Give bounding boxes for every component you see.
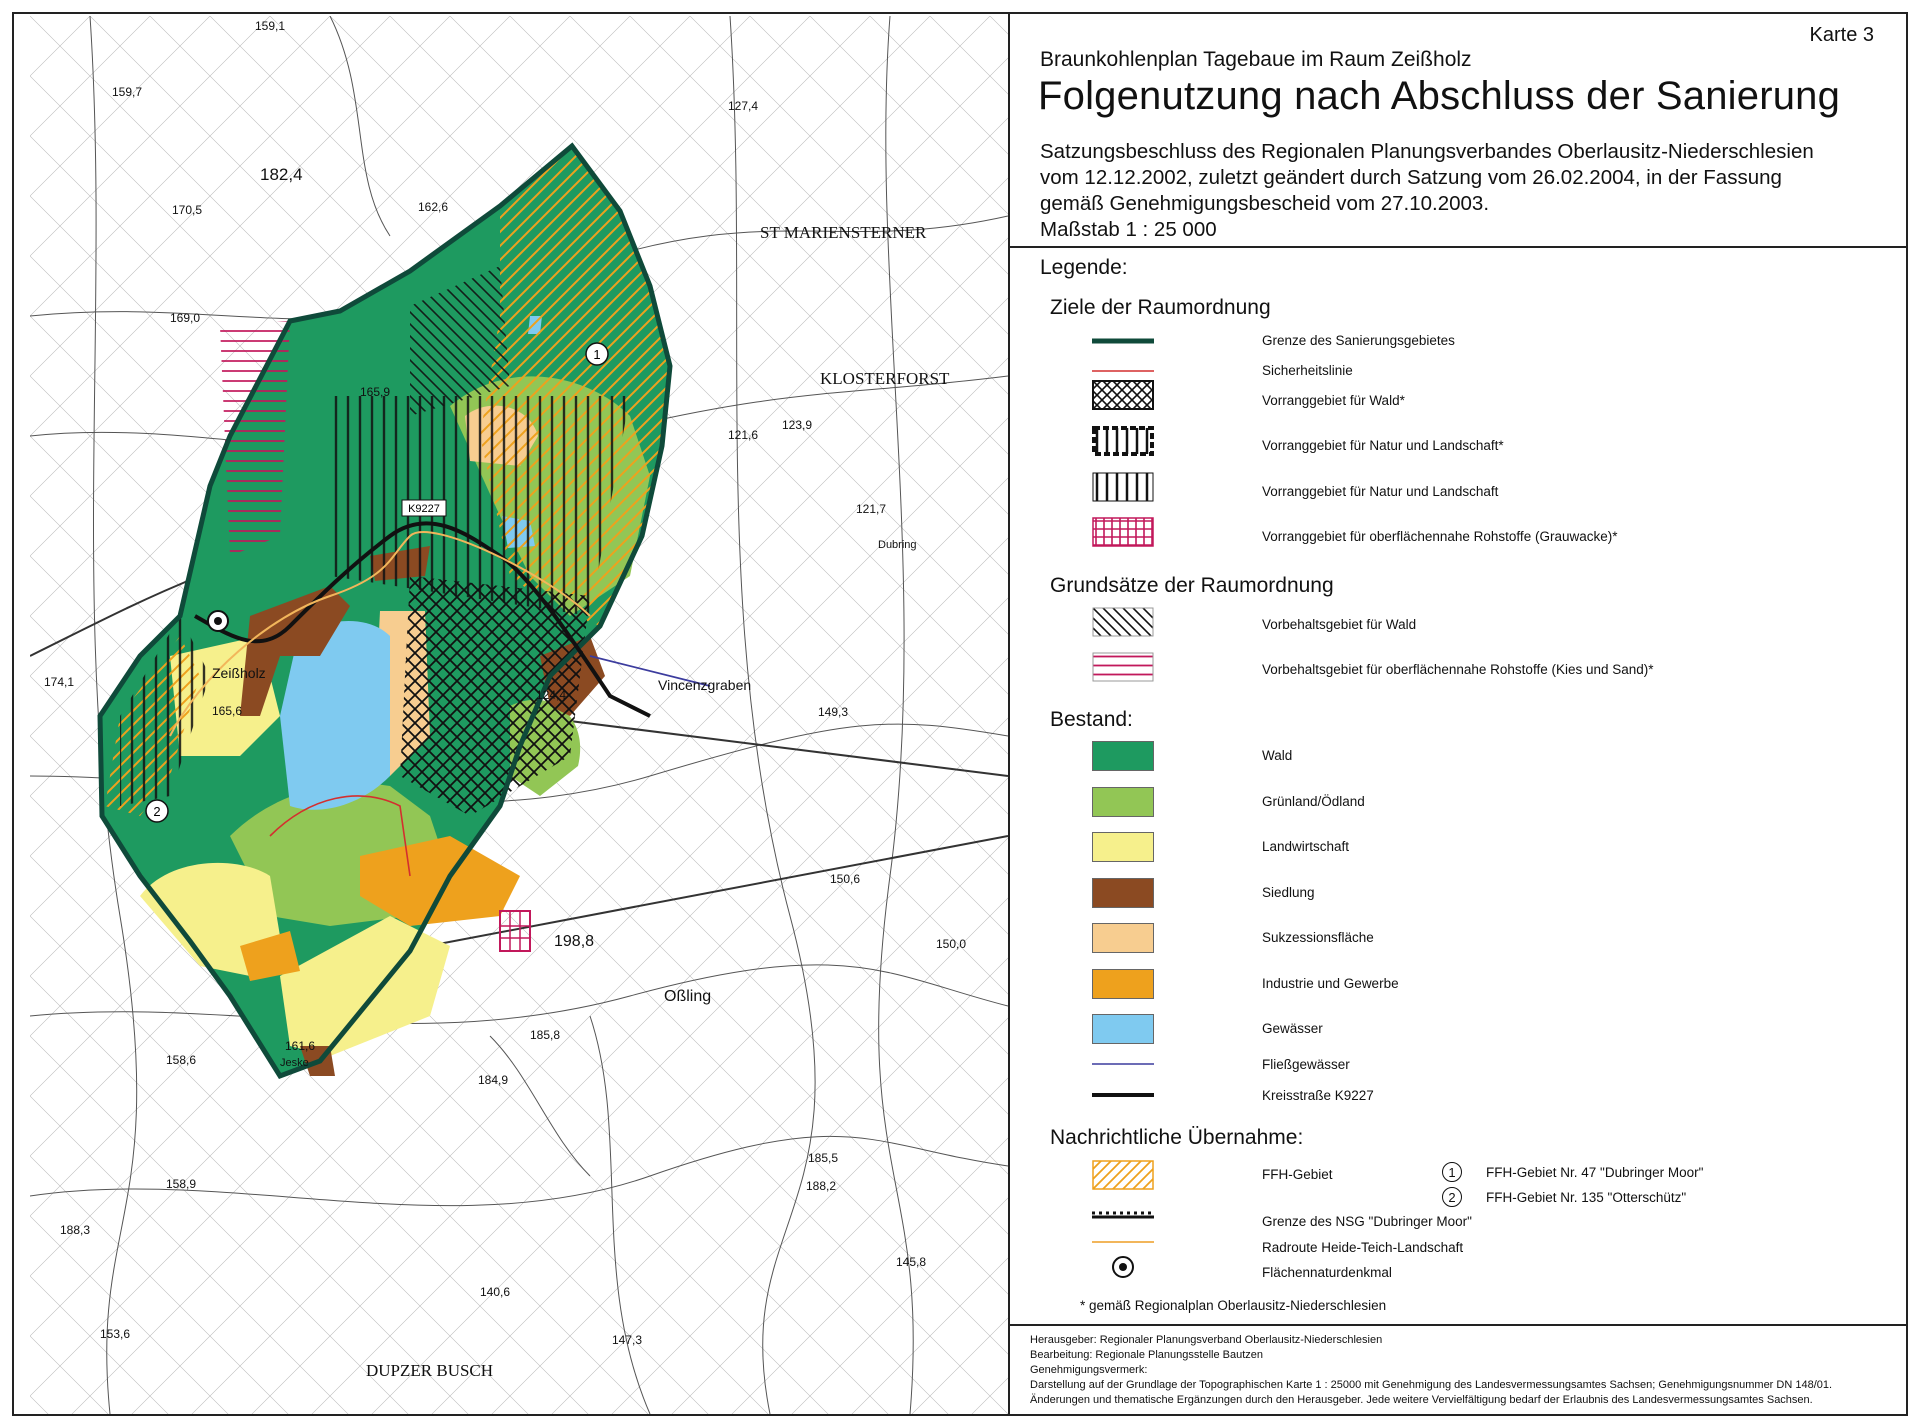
ziele-heading: Ziele der Raumordnung [1050,296,1271,319]
ffh-site-2-label: FFH-Gebiet Nr. 135 "Otterschütz" [1486,1190,1687,1205]
siedlung-swatch [1092,878,1154,908]
nachrichtlich-item-nsg: Grenze des NSG "Dubringer Moor" [1262,1214,1472,1229]
bestand-item-gruenland: Grünland/Ödland [1262,794,1365,809]
elev-17: 198,8 [554,933,595,950]
ziele-item-6: Vorranggebiet für oberflächennahe Rohstoffe (Grauwacke)* [1262,529,1618,544]
vorbehaltsgebiet-rohstoffe-symbol [1092,652,1154,682]
footer-line-4: Darstellung auf der Grundlage der Topographischen Karte 1 : 25000 mit Genehmigung des Landesvermessungsamtes Sachsen; Genehmigungsnummer DN 148/01. [1030,1379,1833,1391]
elev-7: 165,9 [360,385,391,399]
place-jeske: Jeske [280,1057,309,1069]
bestand-item-gewaesser: Gewässer [1262,1021,1323,1036]
elev-3: 182,4 [260,165,303,184]
footer-line-3: Genehmigungsvermerk: [1030,1364,1148,1376]
elev-28: 153,6 [100,1327,131,1341]
ziele-item-4: Vorranggebiet für Natur und Landschaft* [1262,438,1504,453]
elev-30: 127,4 [728,99,759,113]
elev-12: 165,6 [212,704,243,718]
industrie-swatch [1092,969,1154,999]
nachrichtlich-item-radroute: Radroute Heide-Teich-Landschaft [1262,1240,1464,1255]
kreisstrasse-symbol [1092,1080,1154,1110]
bestand-item-landwirtschaft: Landwirtschaft [1262,839,1350,854]
vorbehaltsgebiet-wald-symbol [1092,607,1154,637]
grundsaetze-item-1: Vorbehaltsgebiet für Wald [1262,617,1417,632]
ffh-gebiet-label: FFH-Gebiet [1262,1167,1333,1182]
nachrichtlich-heading: Nachrichtliche Übernahme: [1050,1126,1304,1149]
gewaesser-swatch [1092,1014,1154,1044]
place-ossling: Oßling [664,988,712,1005]
elev-24: 188,2 [806,1179,837,1193]
footer-line-2: Bearbeitung: Regionale Planungsstelle Bautzen [1030,1349,1263,1361]
description-line-2: vom 12.12.2002, zuletzt geändert durch Satzung vom 26.02.2004, in der Fassung [1040,166,1782,189]
elev-2: 159,7 [112,85,143,99]
ziele-item-5: Vorranggebiet für Natur und Landschaft [1262,484,1499,499]
ffh-site-2-number: 2 [1442,1187,1462,1207]
bestand-item-kreisstrasse: Kreisstraße K9227 [1262,1088,1374,1103]
nachrichtlich-item-fnd: Flächennaturdenkmal [1262,1265,1392,1280]
bestand-item-fliessgewaesser: Fließgewässer [1262,1057,1350,1072]
map-panel [30,16,1008,1414]
bestand-item-siedlung: Siedlung [1262,885,1315,900]
elev-27: 140,6 [480,1285,511,1299]
grundsaetze-heading: Grundsätze der Raumordnung [1050,574,1334,597]
elev-21: 184,9 [478,1073,509,1087]
bestand-item-sukzession: Sukzessionsfläche [1262,930,1374,945]
elev-20: 185,8 [530,1028,561,1042]
elev-26: 145,8 [896,1255,927,1269]
place-dubring: Dubring [878,539,917,551]
elev-29: 147,3 [612,1333,643,1347]
elev-11: 174,1 [44,675,75,689]
ffh-site-1-label: FFH-Gebiet Nr. 47 "Dubringer Moor" [1486,1165,1704,1180]
ziele-item-3: Vorranggebiet für Wald* [1262,393,1405,408]
elev-1: 159,1 [255,19,286,33]
elev-8: 121,6 [728,428,759,442]
elev-5: 170,5 [172,203,203,217]
ffh-marker-2-label: 2 [153,804,161,819]
header-rule [1010,246,1908,248]
bestand-item-wald: Wald [1262,748,1293,763]
elev-14: 149,3 [818,705,849,719]
elev-6: 169,0 [170,311,201,325]
sukzession-swatch [1092,923,1154,953]
gruenland-swatch [1092,787,1154,817]
fliessgewaesser-symbol [1092,1049,1154,1079]
bestand-heading: Bestand: [1050,708,1133,731]
legend-title: Legende: [1040,256,1128,279]
info-panel [1010,12,1908,1416]
grenze-sanierungsgebiet-symbol [1092,326,1154,356]
place-zeissholz: Zeißholz [212,665,266,681]
map-title: Folgenutzung nach Abschluss der Sanierung [1038,74,1841,118]
ziele-item-1: Grenze des Sanierungsgebietes [1262,333,1455,348]
elev-10: 121,7 [856,502,887,516]
grundsaetze-item-2: Vorbehaltsgebiet für oberflächennahe Rohstoffe (Kies und Sand)* [1262,662,1654,677]
ffh-site-1-number: 1 [1442,1162,1462,1182]
ffh-marker-1-label: 1 [593,347,601,362]
vorranggebiet-wald-symbol [1092,380,1154,410]
flaechennaturdenkmal-legend-icon [1092,1252,1154,1282]
wald-swatch [1092,741,1154,771]
scale-text: Maßstab 1 : 25 000 [1040,218,1217,241]
elev-9: 123,9 [782,418,813,432]
vorranggebiet-grauwacke-symbol [1092,517,1154,547]
place-vincenzgraben: Vincenzgraben [658,677,752,693]
place-klosterforst: KLOSTERFORST [820,369,950,388]
elev-25: 185,5 [808,1151,839,1165]
elev-23: 188,3 [60,1223,91,1237]
place-dupzer-busch: DUPZER BUSCH [366,1361,494,1380]
place-st-mariensterner: ST MARIENSTERNER [760,223,927,242]
topographic-map [30,16,1008,1414]
plan-subtitle: Braunkohlenplan Tagebaue im Raum Zeißholz [1040,48,1472,71]
elev-16: 150,0 [936,937,967,951]
bestand-item-industrie: Industrie und Gewerbe [1262,976,1399,991]
ffh-gebiet-symbol [1092,1160,1154,1190]
elev-13: 124,4 [536,688,567,702]
map-number: Karte 3 [1809,24,1874,46]
elev-19: 161,6 [285,1039,316,1053]
elev-22: 158,9 [166,1177,197,1191]
vorranggebiet-natur-nsg-symbol [1092,426,1154,456]
footer-line-1: Herausgeber: Regionaler Planungsverband Oberlausitz-Niederschlesien [1030,1334,1383,1346]
road-label: K9227 [408,503,440,515]
ziele-item-2: Sicherheitslinie [1262,363,1353,378]
description-line-1: Satzungsbeschluss des Regionalen Planungsverbandes Oberlausitz-Niederschlesien [1040,140,1814,163]
legend-footnote: * gemäß Regionalplan Oberlausitz-Niederschlesien [1080,1298,1387,1313]
footer-rule [1010,1324,1908,1326]
footer-line-5: Änderungen und thematische Ergänzungen durch den Herausgeber. Jede weitere Vervielfältigung bedarf der Erlaubnis des Landesvermessungsamtes Sachsen. [1030,1394,1813,1406]
landwirtschaft-swatch [1092,832,1154,862]
elev-4: 162,6 [418,200,449,214]
vorranggebiet-natur-symbol [1092,472,1154,502]
elev-15: 150,6 [830,872,861,886]
elev-18: 158,6 [166,1053,197,1067]
description-line-3: gemäß Genehmigungsbescheid vom 27.10.2003. [1040,192,1490,215]
